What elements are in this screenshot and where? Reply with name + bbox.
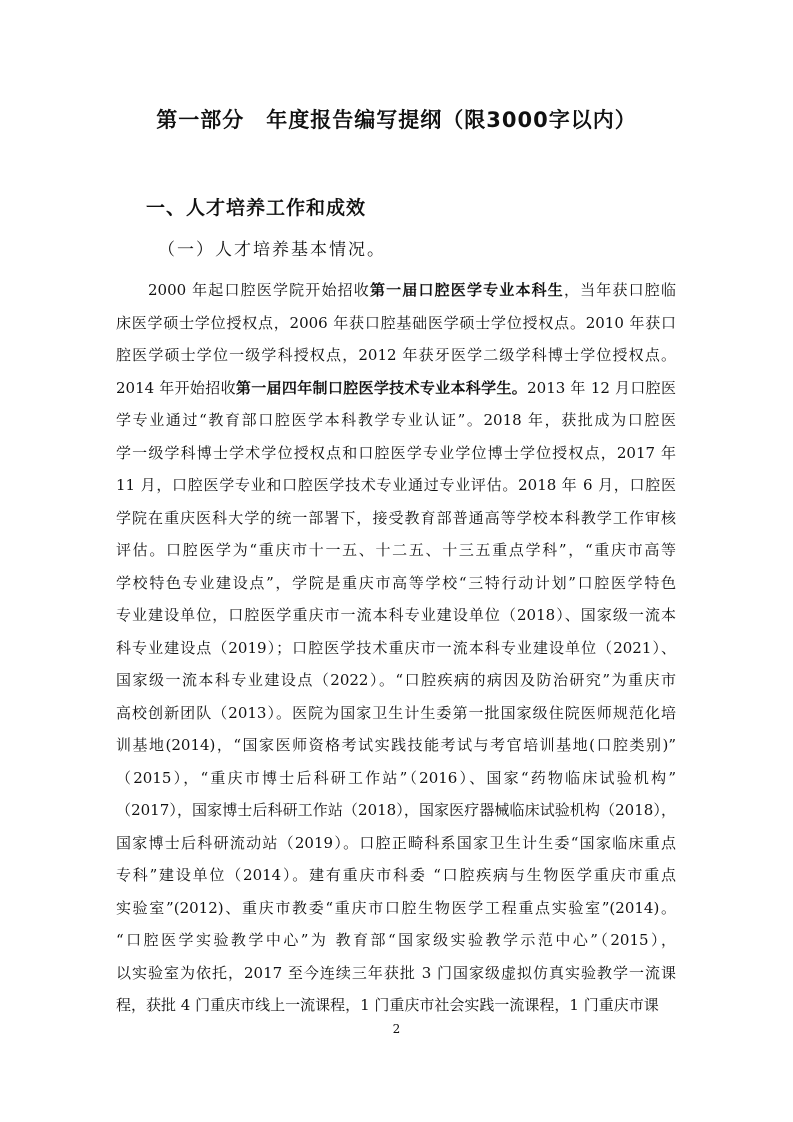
line-text: 科专业建设点（2019）；口腔医学技术重庆市一流本科专业建设单位（2021）、 [116,638,676,657]
paragraph-line [116,924,676,957]
line-text: 学校特色专业建设点”，学院是重庆市高等学校“三特行动计划”口腔医学特色 [116,573,676,592]
line-text: （2017），国家博士后科研工作站（2018），国家医疗器械临床试验机构（2018）， [116,801,676,819]
line-text: 国家级一流本科专业建设点（2022）。“口腔疾病的病因及防治研究”为重庆市 [116,671,676,689]
paragraph-line [116,567,676,600]
line-text: “口腔医学实验教学中心”为 教育部“国家级实验教学示范中心”（2015）， [116,931,676,949]
line-text: 11 月，口腔医学专业和口腔医学技术专业通过专业评估。2018 年 6 月，口腔医 [116,476,676,494]
paragraph-line [116,307,676,340]
paragraph-line [116,859,676,892]
line-text: 训基地(2014)，“国家医师资格考试实践技能考试与考官培训基地(口腔类别)” [116,736,676,754]
paragraph-line [116,502,676,535]
paragraph-line [116,827,676,860]
line-text: 2013 年 12 月口腔医 [527,378,676,397]
paragraph-line [116,339,676,372]
paragraph-line [116,989,676,1022]
line-text: 学一级学科博士学术学位授权点和口腔医学专业学位博士学位授权点，2017 年 [116,443,676,462]
document-title: 第一部分 年度报告编写提纲（限3000字以内） [156,108,637,132]
paragraph-line [116,372,676,405]
paragraph-line [116,794,676,827]
line-text: 以实验室为依托，2017 至今连续三年获批 3 门国家级虚拟仿真实验教学一流课 [116,963,676,982]
line-text: 2000 年起口腔医学院开始招收 [148,281,370,299]
paragraph-line [116,729,676,762]
paragraph-line [116,599,676,632]
line-text: 程，获批 4 门重庆市线上一流课程，1 门重庆市社会实践一流课程，1 门重庆市课 [116,996,659,1014]
emphasized-text: 第一届口腔医学专业本科生 [369,281,564,299]
subsection-heading: （一）人才培养基本情况。 [158,240,386,260]
line-text: 床医学硕士学位授权点，2006 年获口腔基础医学硕士学位授权点。2010 年获口 [116,313,676,332]
paragraph-line [116,404,676,437]
body-paragraph [116,274,676,1022]
emphasized-text: 第一届四年制口腔医学技术专业本科学生。 [235,378,528,397]
line-text: 专科”建设单位（2014）。建有重庆市科委 “口腔疾病与生物医学重庆市重点 [116,866,676,884]
paragraph-line [116,632,676,665]
paragraph-line [116,469,676,502]
line-text: ，当年获口腔临 [563,281,676,299]
line-text: 专业建设单位，口腔医学重庆市一流本科专业建设单位（2018）、国家级一流本 [116,606,676,624]
line-text: （2015），“重庆市博士后科研工作站”（2016）、国家“药物临床试验机构” [116,768,676,787]
line-text: 实验室”(2012)、重庆市教委“重庆市口腔生物医学工程重点实验室”(2014)。 [116,898,676,917]
paragraph-line [116,437,676,470]
paragraph-line [116,534,676,567]
page-number: 2 [392,1022,401,1036]
line-text: 高校创新团队（2013）。医院为国家卫生计生委第一批国家级住院医师规范化培 [116,703,676,722]
paragraph-line [116,762,676,795]
line-text: 腔医学硕士学位一级学科授权点，2012 年获牙医学二级学科博士学位授权点。 [116,346,676,364]
line-text: 学院在重庆医科大学的统一部署下，接受教育部普通高等学校本科教学工作审核 [116,508,676,527]
line-text: 2014 年开始招收 [116,378,236,397]
paragraph-line [116,957,676,990]
line-text: 国家博士后科研流动站（2019）。口腔正畸科系国家卫生计生委“国家临床重点 [116,833,676,852]
line-text: 学专业通过“教育部口腔医学本科教学专业认证”。2018 年，获批成为口腔医 [116,411,676,429]
paragraph-line [116,697,676,730]
section-heading: 一、人才培养工作和成效 [146,197,367,219]
paragraph-line [116,274,676,307]
paragraph-line [116,664,676,697]
line-text: 评估。口腔医学为“重庆市十一五、十二五、十三五重点学科”，“重庆市高等 [116,541,676,559]
paragraph-line [116,892,676,925]
